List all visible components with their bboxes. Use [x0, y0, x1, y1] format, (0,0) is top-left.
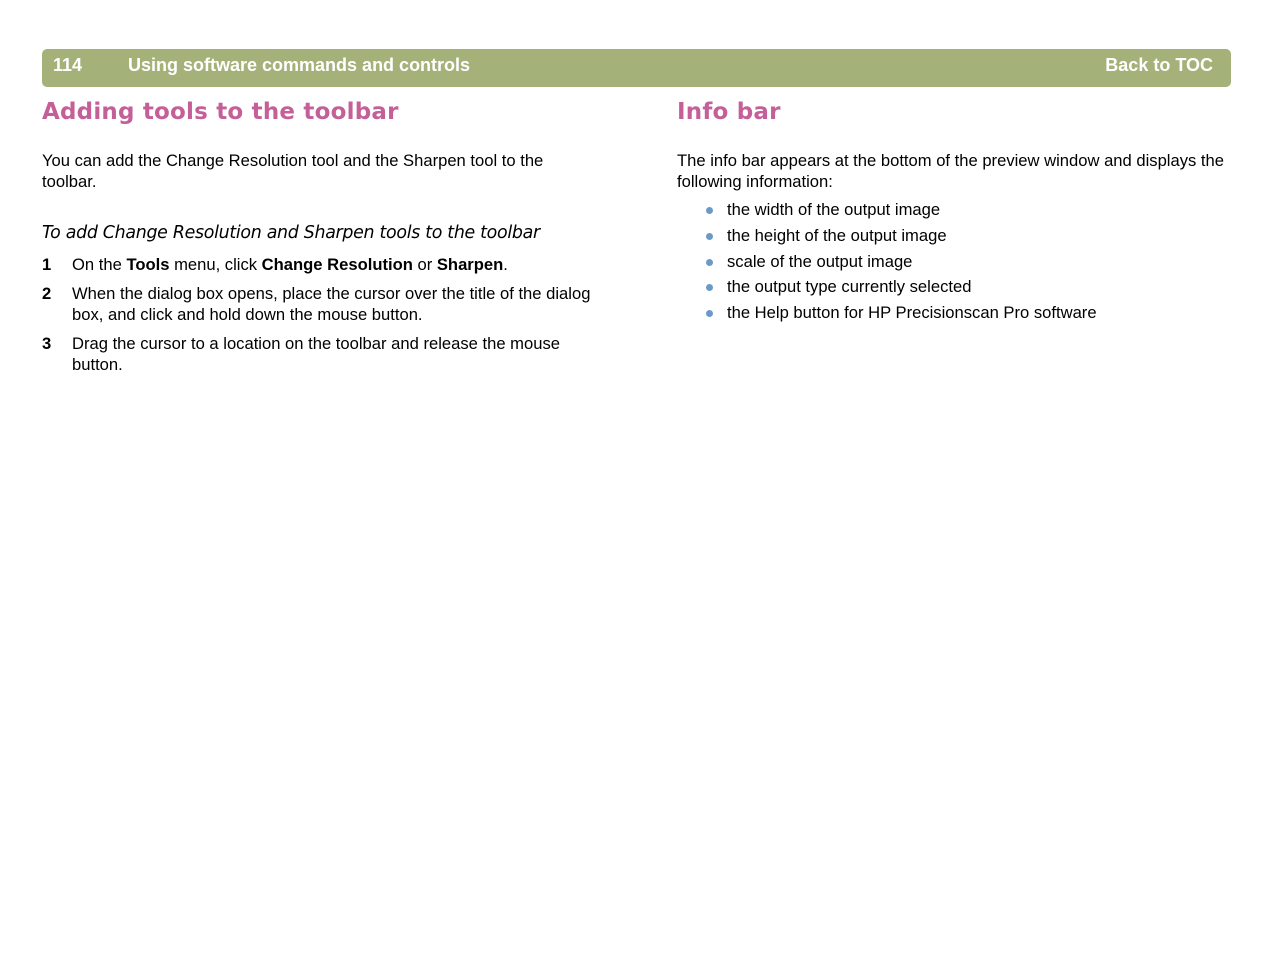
info-bar-bullet-list [706, 199, 1226, 328]
bullet-icon [706, 310, 713, 317]
step-text: On the [72, 255, 127, 274]
procedure-steps [42, 254, 602, 383]
info-bar-intro: The info bar appears at the bottom of the preview window and displays the following information: [677, 151, 1224, 191]
step-text: Drag the cursor to a location on the toolbar and release the mouse button. [72, 334, 560, 374]
procedure-title: To add Change Resolution and Sharpen tools to the toolbar [42, 223, 540, 243]
step-text: or [412, 255, 437, 274]
list-item-text: scale of the output image [727, 251, 913, 271]
list-item [706, 199, 1226, 220]
step-text: When the dialog box opens, place the cursor over the title of the dialog box, and click and hold down the mouse button. [72, 284, 591, 324]
step-item [42, 333, 602, 375]
list-item-text: the output type currently selected [727, 277, 972, 297]
list-item [706, 251, 1226, 272]
back-to-toc-link[interactable]: Back to TOC [1105, 55, 1213, 75]
info-bar-heading: Info bar [677, 99, 781, 125]
step-text: . [503, 255, 508, 274]
bullet-icon [706, 233, 713, 240]
step-number: 2 [42, 284, 52, 303]
change-resolution-command: Change Resolution [261, 255, 413, 274]
adding-tools-heading: Adding tools to the toolbar [42, 99, 399, 125]
adding-tools-intro: You can add the Change Resolution tool and the Sharpen tool to the toolbar. [42, 151, 544, 191]
list-item-text: the width of the output image [727, 200, 941, 219]
bullet-icon [706, 259, 713, 266]
page-header-bar [42, 49, 1231, 87]
list-item [706, 302, 1226, 323]
tools-menu-name: Tools [126, 255, 170, 274]
bullet-icon [706, 284, 713, 291]
step-item [42, 254, 602, 275]
list-item [706, 276, 1226, 297]
bullet-icon [706, 207, 713, 214]
list-item-text: the Help button for HP Precisionscan Pro software [727, 303, 1097, 323]
section-title: Using software commands and controls [128, 55, 471, 75]
step-number: 1 [42, 255, 52, 274]
step-number: 3 [42, 334, 52, 353]
list-item-text: the height of the output image [727, 225, 947, 245]
list-item [706, 225, 1226, 246]
step-text: menu, click [169, 255, 262, 274]
page-number: 114 [53, 55, 83, 75]
step-item [42, 283, 602, 325]
sharpen-command: Sharpen [436, 255, 504, 274]
